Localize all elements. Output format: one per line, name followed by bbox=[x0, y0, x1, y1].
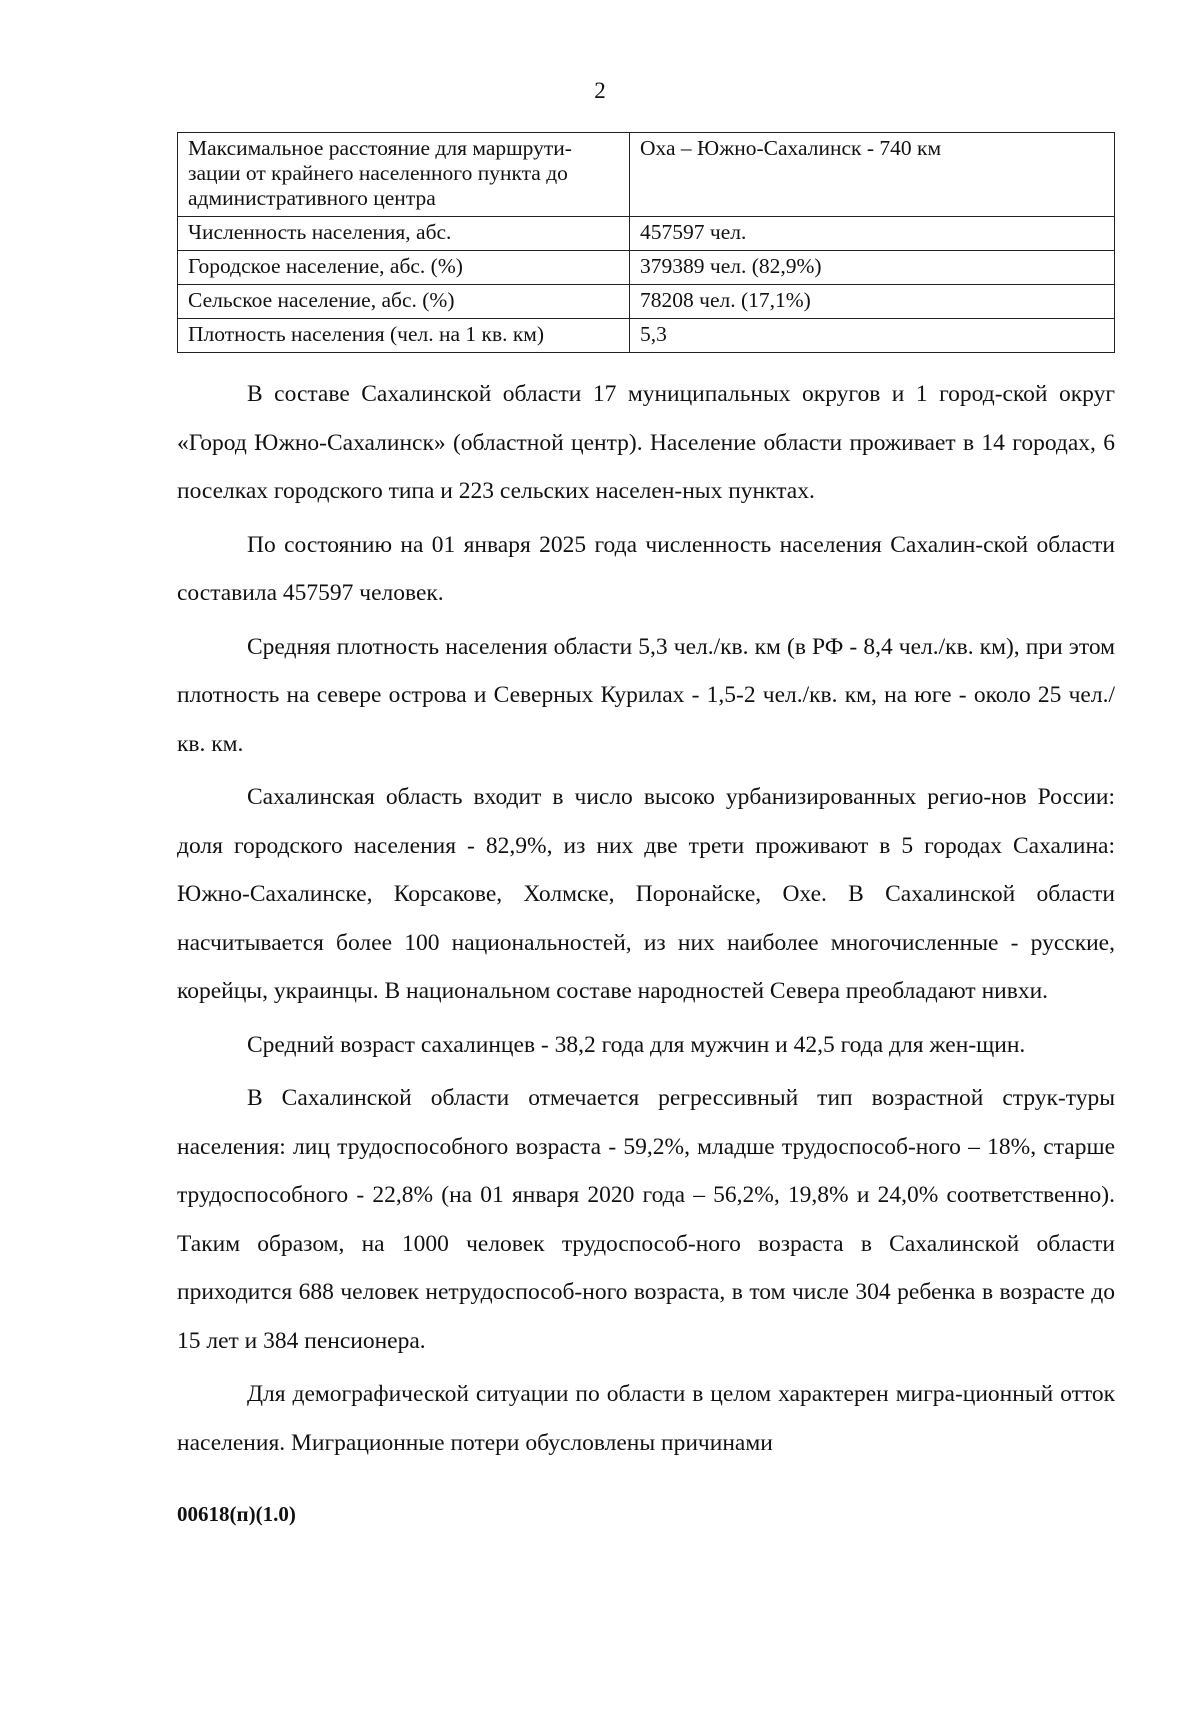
paragraph: По состоянию на 01 января 2025 года численность населения Сахалин-ской области составила 457597 человек. bbox=[177, 531, 1115, 606]
demographics-table bbox=[177, 132, 1115, 353]
paragraph: В Сахалинской области отмечается регрессивный тип возрастной струк-туры населения: лиц трудоспособного возраста - 59,2%, младше трудоспособ-ного – 18%, старше трудоспособного - 22,8% (на 01 января 2020 года – 56,2%, 19,8% и 24,0% соответственно). Таким образом, на 1000 человек трудоспособ-ного возраста в Сахалинской области приходится 688 человек нетрудоспособ-ного возраста, в том числе 304 ребенка в возрасте до 15 лет и 384 пенсионера. bbox=[177, 1085, 1115, 1354]
page-number: 2 bbox=[594, 78, 606, 103]
paragraph: В составе Сахалинской области 17 муниципальных округов и 1 город-ской округ «Город Южно-Сахалинск» (областной центр). Население области проживает в 14 городах, 6 поселках городского типа и 223 сельских населен-ных пунктах. bbox=[177, 381, 1115, 504]
table-cell-label: Численность населения, абс. bbox=[178, 217, 630, 251]
table-row bbox=[178, 217, 1115, 251]
paragraph: Средний возраст сахалинцев - 38,2 года для мужчин и 42,5 года для жен-щин. bbox=[247, 1031, 1026, 1058]
table-row bbox=[178, 319, 1115, 353]
table-cell-value: Оха – Южно-Сахалинск - 740 км bbox=[630, 133, 1115, 217]
body-text bbox=[177, 370, 1115, 1472]
table-cell-label: Плотность населения (чел. на 1 кв. км) bbox=[178, 319, 630, 353]
paragraph: Сахалинская область входит в число высоко урбанизированных регио-нов России: доля городского населения - 82,9%, из них две трети проживают в 5 городах Сахалина: Южно-Сахалинске, Корсакове, Холмске, Поронайске, Охе. В Сахалинской области насчитывается более 100 национальностей, из них наиболее многочисленные - русские, корейцы, украинцы. В национальном составе народностей Севера преобладают нивхи. bbox=[177, 784, 1115, 1004]
table-row bbox=[178, 251, 1115, 285]
table-row bbox=[178, 285, 1115, 319]
table-cell-value: 78208 чел. (17,1%) bbox=[630, 285, 1115, 319]
document-code: 00618(п)(1.0) bbox=[177, 1502, 296, 1526]
table-cell-label: Городское население, абс. (%) bbox=[178, 251, 630, 285]
paragraph: Средняя плотность населения области 5,3 чел./кв. км (в РФ - 8,4 чел./кв. км), при этом плотность на севере острова и Северных Курилах - 1,5-2 чел./кв. км, на юге - около 25 чел./кв. км. bbox=[177, 633, 1115, 757]
table-cell-value: 457597 чел. bbox=[630, 217, 1115, 251]
table-cell-value: 5,3 bbox=[630, 319, 1115, 353]
table-cell-value: 379389 чел. (82,9%) bbox=[630, 251, 1115, 285]
table-row bbox=[178, 133, 1115, 217]
table-cell-label: Сельское население, абс. (%) bbox=[178, 285, 630, 319]
paragraph: Для демографической ситуации по области в целом характерен мигра-ционный отток населения. Миграционные потери обусловлены причинами bbox=[177, 1381, 1115, 1456]
table-cell-label: Максимальное расстояние для маршрути-зации от крайнего населенного пункта до административного центра bbox=[178, 133, 630, 217]
